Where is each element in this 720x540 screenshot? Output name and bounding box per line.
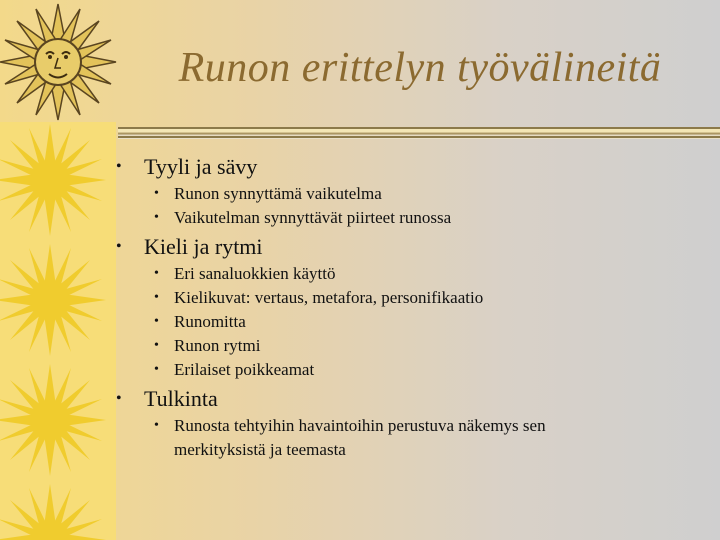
bullet-item-level1 [116,152,706,182]
sun-icon [0,360,116,480]
bullet-list [116,152,706,462]
bullet-item-level2 [116,286,706,310]
bullet-text: Runomitta [174,312,246,331]
bullet-icon: • [154,210,159,225]
bullet-item-level1 [116,384,706,414]
title-divider-line [118,127,720,129]
bullet-item-level2 [116,310,706,334]
bullet-text: Kielikuvat: vertaus, metafora, personifikaatio [174,288,484,307]
bullet-icon: • [116,158,122,175]
slide-title: Runon erittelyn työvälineitä [178,45,662,91]
bullet-text: Runosta tehtyihin havaintoihin perustuva näkemys sen merkityksistä ja teemasta [174,416,546,459]
bullet-item-level2 [116,414,594,462]
title-divider-line [118,136,720,138]
bullet-icon: • [154,362,159,377]
bullet-item-level2 [116,206,706,230]
bullet-icon: • [154,266,159,281]
sun-icon [0,240,116,360]
sun-icon [0,480,116,540]
bullet-item-level2 [116,358,706,382]
bullet-text: Kieli ja rytmi [144,234,263,259]
bullet-icon: • [116,238,122,255]
bullet-text: Tyyli ja sävy [144,154,258,179]
bullet-item-level2 [116,262,706,286]
bullet-text: Tulkinta [144,386,218,411]
bullet-icon: • [154,290,159,305]
bullet-icon: • [154,338,159,353]
bullet-icon: • [154,186,159,201]
bullet-text: Runon rytmi [174,336,261,355]
bullet-text: Vaikutelman synnyttävät piirteet runossa [174,208,452,227]
bullet-text: Eri sanaluokkien käyttö [174,264,336,283]
bullet-text: Runon synnyttämä vaikutelma [174,184,382,203]
bullet-item-level2 [116,334,706,358]
bullet-item-level2 [116,182,706,206]
bullet-text: Erilaiset poikkeamat [174,360,315,379]
bullet-item-level1 [116,232,706,262]
bullet-icon: • [116,390,122,407]
sun-icon [0,120,116,240]
bullet-icon: • [154,418,159,433]
bullet-icon: • [154,314,159,329]
sun-face-icon [0,0,118,122]
